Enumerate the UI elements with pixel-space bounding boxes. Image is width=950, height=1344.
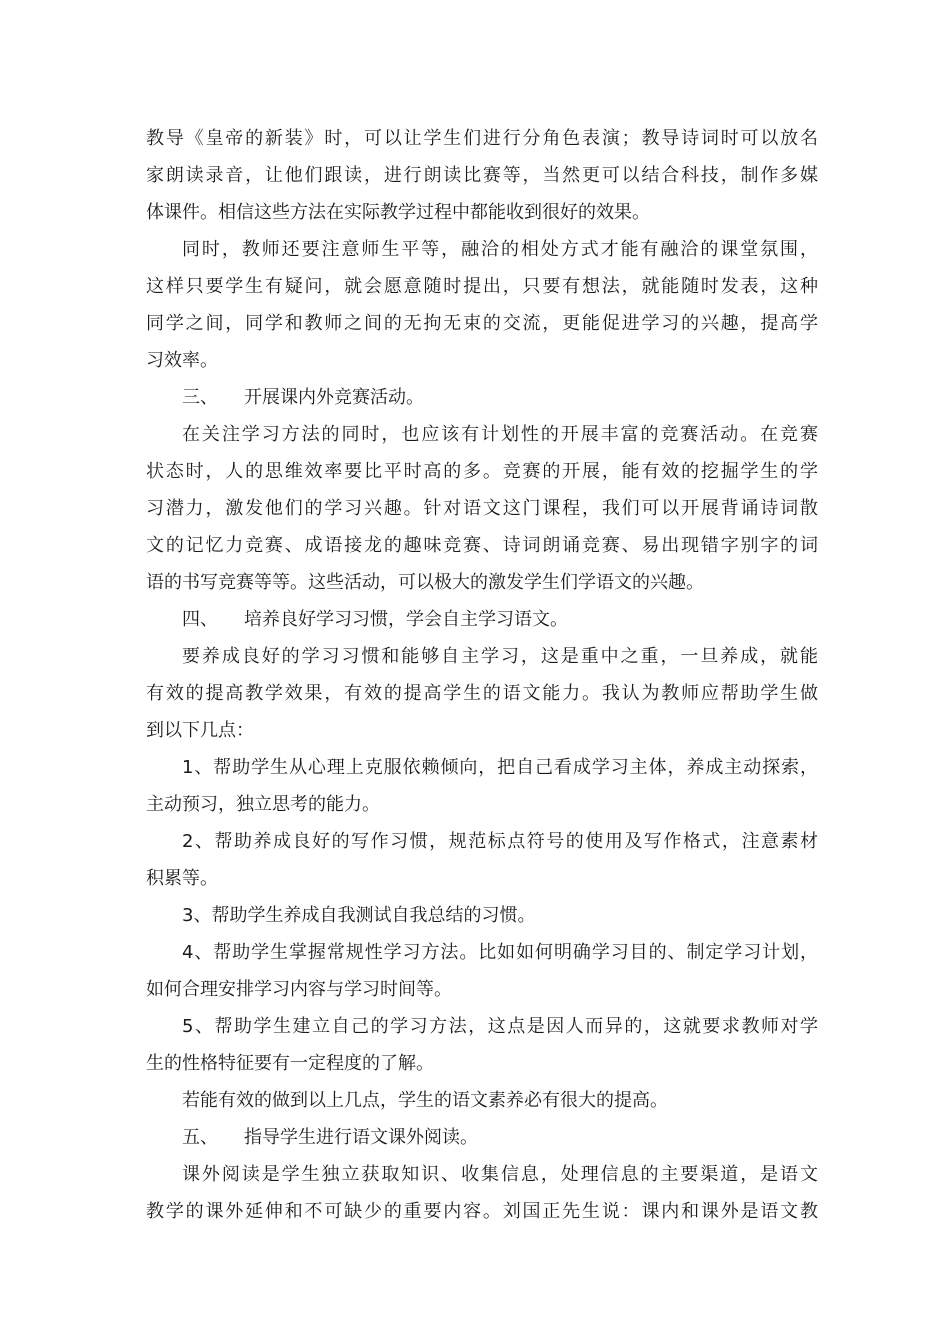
list-item-line: 积累等。 [146,868,218,889]
section-number: 五、 [182,1127,218,1148]
list-item-line: 生的性格特征要有一定程度的了解。 [146,1053,434,1074]
section-heading [182,605,682,635]
paragraph-line: 教导《皇帝的新装》时，可以让学生们进行分角色表演；教导诗词时可以放名 [146,128,818,149]
paragraph-line: 同学之间，同学和教师之间的无拘无束的交流，更能促进学习的兴趣，提高学 [146,313,818,334]
paragraph-line: 教学的课外延伸和不可缺少的重要内容。刘国正先生说：课内和课外是语文教 [146,1201,818,1222]
list-item-line: 主动预习，独立思考的能力。 [146,794,380,815]
section-title: 指导学生进行语文课外阅读。 [244,1127,478,1148]
paragraph-line: 习潜力，激发他们的学习兴趣。针对语文这门课程，我们可以开展背诵诗词散 [146,498,818,519]
list-item-line: 5、帮助学生建立自己的学习方法，这点是因人而异的，这就要求教师对学 [182,1016,818,1037]
paragraph-line: 文的记忆力竞赛、成语接龙的趣味竞赛、诗词朗诵竞赛、易出现错字别字的词 [146,535,818,556]
paragraph-line: 要养成良好的学习习惯和能够自主学习，这是重中之重，一旦养成，就能 [182,646,818,667]
section-number: 三、 [182,387,218,408]
list-item-line: 3、帮助学生养成自我测试自我总结的习惯。 [182,905,536,926]
paragraph-line: 到以下几点： [146,720,254,741]
paragraph-line: 家朗读录音，让他们跟读，进行朗读比赛等，当然更可以结合科技，制作多媒 [146,165,818,186]
paragraph-line: 习效率。 [146,350,218,371]
section-heading [182,1123,682,1153]
paragraph-line: 若能有效的做到以上几点，学生的语文素养必有很大的提高。 [182,1090,668,1111]
paragraph-line: 语的书写竞赛等等。这些活动，可以极大的激发学生们学语文的兴趣。 [146,572,704,593]
section-heading [182,383,682,413]
list-item-line: 1、帮助学生从心理上克服依赖倾向，把自己看成学习主体，养成主动探索， [182,757,818,778]
paragraph-line: 状态时，人的思维效率要比平时高的多。竞赛的开展，能有效的挖掘学生的学 [146,461,818,482]
paragraph-line: 同时，教师还要注意师生平等，融洽的相处方式才能有融洽的课堂氛围， [182,239,818,260]
list-item-line: 4、帮助学生掌握常规性学习方法。比如如何明确学习目的、制定学习计划， [182,942,818,963]
list-item-line: 如何合理安排学习内容与学习时间等。 [146,979,452,1000]
section-title: 培养良好学习习惯，学会自主学习语文。 [244,609,568,630]
paragraph-line: 在关注学习方法的同时，也应该有计划性的开展丰富的竞赛活动。在竞赛 [182,424,818,445]
section-number: 四、 [182,609,218,630]
list-item-line: 2、帮助养成良好的写作习惯，规范标点符号的使用及写作格式，注意素材 [182,831,818,852]
paragraph-line: 这样只要学生有疑问，就会愿意随时提出，只要有想法，就能随时发表，这种 [146,276,818,297]
paragraph-line: 课外阅读是学生独立获取知识、收集信息，处理信息的主要渠道，是语文 [182,1164,818,1185]
paragraph-line: 有效的提高教学效果，有效的提高学生的语文能力。我认为教师应帮助学生做 [146,683,818,704]
section-title: 开展课内外竞赛活动。 [244,387,424,408]
paragraph-line: 体课件。相信这些方法在实际教学过程中都能收到很好的效果。 [146,202,650,223]
